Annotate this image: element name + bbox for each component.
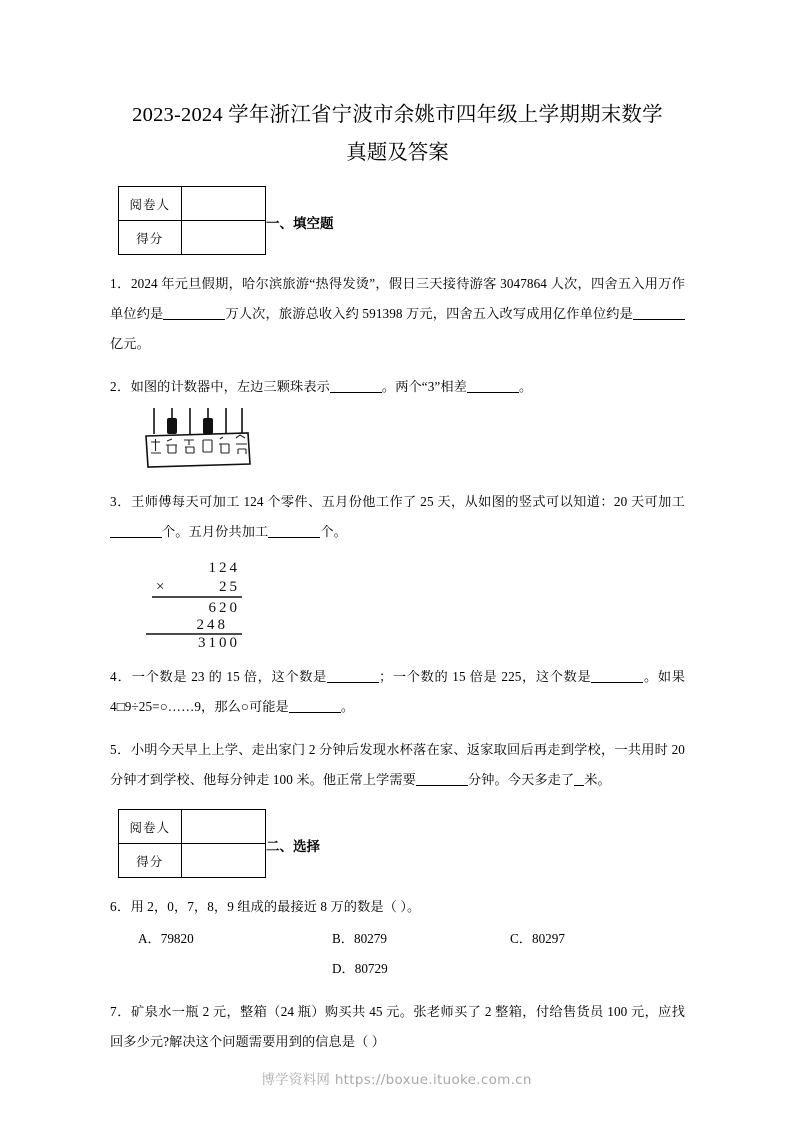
table-row <box>119 187 266 221</box>
question-1-blank-2[interactable] <box>633 304 685 320</box>
grader-value-cell[interactable] <box>181 810 265 844</box>
footer-watermark <box>0 1068 793 1088</box>
option-a-text: 79820 <box>160 931 194 946</box>
table-row <box>119 221 266 255</box>
score-table-section1 <box>118 186 266 255</box>
question-5 <box>110 735 685 795</box>
section-heading-2: 二、选择 <box>266 839 320 854</box>
option-a-key: A． <box>138 931 161 946</box>
question-1 <box>110 269 685 359</box>
page-title-line2: 真题及答案 <box>346 142 449 164</box>
question-1-number: 1． <box>110 276 131 291</box>
grader-label: 阅卷人 <box>119 187 182 221</box>
table-row <box>119 844 266 878</box>
question-3-number: 3． <box>110 494 132 509</box>
multiplier-text: 25 <box>219 579 240 595</box>
footer-url: https://boxue.ituoke.com.cn <box>334 1072 532 1088</box>
question-1-text-part1: 2024 年元旦假期，哈尔滨旅游“热得发烫”，假日三天接待游客 3047864 人次，四舍五入用万作单位约是 <box>110 276 685 321</box>
question-4-text-part3: 。如果 4□9÷25=○……9，那么○可能是 <box>110 669 685 714</box>
question-3-text-part1: 王师傅每天可加工 124 个零件、五月份他工作了 25 天，从如图的竖式可以知道：20 天可加工 <box>131 494 685 509</box>
option-c-text: 80297 <box>531 931 565 946</box>
option-c[interactable] <box>510 924 565 954</box>
option-a[interactable] <box>138 924 194 954</box>
page-content <box>110 96 685 1057</box>
score-table-section2 <box>118 809 266 878</box>
vertical-multiplication-figure <box>144 557 274 649</box>
question-5-text-part1: 小明今天早上上学、走出家门 2 分钟后发现水杯落在家、返家取回后再走到学校，一共用时 20 分钟才到学校、他每分钟走 100 米。他正常上学需要 <box>110 742 685 787</box>
question-3-text-part2: 个。五月份共加工 <box>162 524 269 539</box>
question-4-text-part2: ；一个数的 15 倍是 225，这个数是 <box>378 669 592 684</box>
page-title: 2023-2024 学年浙江省宁波市余姚市四年级上学期期末数学 <box>132 104 663 126</box>
question-4-blank-1[interactable] <box>327 667 379 683</box>
question-6-number: 6． <box>110 899 131 914</box>
question-4-number: 4． <box>110 669 132 684</box>
question-1-text-part2: 万人次，旅游总收入约 591398 万元，四舍五入改写成用亿作单位约是 <box>225 306 633 321</box>
option-b-key: B． <box>332 931 354 946</box>
question-5-text-part3: 米。 <box>584 772 611 787</box>
question-3-text-part3: 个。 <box>320 524 347 539</box>
score-label: 得分 <box>119 844 182 878</box>
question-6-stem: 用 2，0，7，8，9 组成的最接近 8 万的数是（ ）。 <box>130 899 421 914</box>
score-value-cell[interactable] <box>181 221 265 255</box>
question-3 <box>110 487 685 547</box>
question-4-text-part4: 。 <box>340 699 355 714</box>
question-2-blank-2[interactable] <box>467 377 519 393</box>
score-value-cell[interactable] <box>181 844 265 878</box>
question-7-number: 7． <box>110 1004 132 1019</box>
partial-product-1-text: 620 <box>208 600 240 616</box>
question-7-stem: 矿泉水一瓶 2 元，整箱（24 瓶）购买共 45 元。张老师买了 2 整箱，付给售货员 100 元，应找回多少元?解决这个问题需要用到的信息是（ ） <box>110 1004 685 1049</box>
question-3-blank-1[interactable] <box>110 522 162 538</box>
multiply-operator-text: × <box>156 579 165 595</box>
option-d[interactable] <box>332 954 388 984</box>
question-2-text-part1: 如图的计数器中，左边三颗珠表示 <box>130 379 330 394</box>
section-header-fill-in-blanks <box>110 186 685 256</box>
option-d-key: D． <box>332 961 355 976</box>
question-7 <box>110 997 685 1057</box>
product-text: 3100 <box>198 635 240 649</box>
question-2-number: 2． <box>110 379 131 394</box>
question-6-options <box>110 924 685 984</box>
question-4-text-part1: 一个数是 23 的 15 倍，这个数是 <box>131 669 327 684</box>
question-6 <box>110 892 685 922</box>
table-row <box>119 810 266 844</box>
footer-site-name: 博学资料网 <box>261 1072 331 1088</box>
question-5-number: 5． <box>110 742 131 757</box>
option-c-key: C． <box>510 931 532 946</box>
question-5-blank-1[interactable] <box>416 770 468 786</box>
score-label: 得分 <box>119 221 182 255</box>
counter-abacus-figure <box>142 406 254 474</box>
question-1-blank-1[interactable] <box>163 304 225 320</box>
question-3-blank-2[interactable] <box>268 522 320 538</box>
question-2-text-part3: 。 <box>518 379 533 394</box>
option-row-1 <box>110 924 685 954</box>
section-header-multiple-choice <box>110 809 685 879</box>
option-b-text: 80279 <box>353 931 387 946</box>
question-2-blank-1[interactable] <box>330 377 382 393</box>
option-row-2 <box>110 954 685 984</box>
multiplicand-text: 124 <box>208 560 240 576</box>
partial-product-2-text: 248 <box>196 617 228 633</box>
question-4-blank-3[interactable] <box>289 697 341 713</box>
question-5-blank-2[interactable] <box>574 770 584 786</box>
option-b[interactable] <box>332 924 387 954</box>
grader-label: 阅卷人 <box>119 810 182 844</box>
question-2 <box>110 372 685 402</box>
question-4 <box>110 662 685 722</box>
question-5-text-part2: 分钟。今天多走了 <box>467 772 575 787</box>
grader-value-cell[interactable] <box>181 187 265 221</box>
question-1-text-part3: 亿元。 <box>110 336 150 351</box>
section-heading-1: 一、填空题 <box>266 216 334 231</box>
option-d-text: 80729 <box>354 961 388 976</box>
question-4-blank-2[interactable] <box>591 667 643 683</box>
question-2-text-part2: 。两个“3”相差 <box>381 379 467 394</box>
